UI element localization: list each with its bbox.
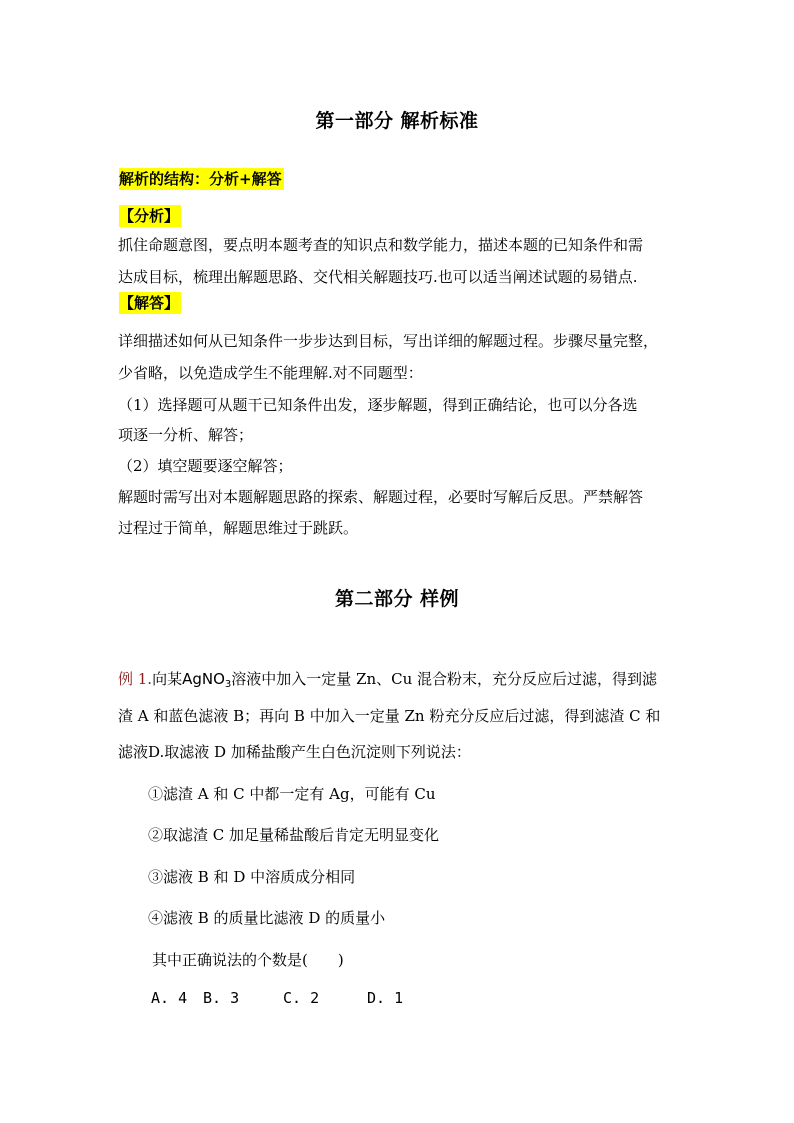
option-a: A. 4	[151, 989, 188, 1007]
answer-options	[151, 987, 403, 1009]
part2-title: 第二部分 样例	[334, 588, 460, 610]
example-line-1	[118, 668, 657, 696]
statement-3: ③滤液 B 和 D 中溶质成分相同	[148, 868, 356, 886]
statement-2: ②取滤渣 C 加足量稀盐酸后肯定无明显变化	[148, 826, 440, 844]
answer-line-5: （2）填空题要逐空解答；	[118, 457, 293, 475]
example-text-after-formula: 溶液中加入一定量 Zn、Cu 混合粉末，充分反应后过滤，得到滤	[231, 670, 658, 688]
analysis-line-1: 抓住命题意图，要点明本题考查的知识点和数学能力，描述本题的已知条件和需	[118, 236, 644, 254]
structure-label: 解析的结构：分析+解答	[119, 170, 282, 188]
answer-label: 【解答】	[119, 294, 180, 312]
statement-4: ④滤液 B 的质量比滤液 D 的质量小	[148, 909, 386, 927]
answer-line-4: 项逐一分析、解答；	[118, 426, 254, 444]
answer-line-3: （1）选择题可从题干已知条件出发，逐步解题，得到正确结论，也可以分各选	[118, 396, 638, 414]
option-c: C. 2	[283, 989, 320, 1007]
answer-line-7: 过程过于简单，解题思维过于跳跃。	[118, 519, 359, 537]
part1-title: 第一部分 解析标准	[315, 110, 479, 132]
chemical-formula	[182, 670, 231, 688]
option-d: D. 1	[367, 989, 404, 1007]
question-text: 其中正确说法的个数是( )	[152, 951, 344, 969]
statement-1: ①滤渣 A 和 C 中都一定有 Ag，可能有 Cu	[148, 785, 436, 803]
option-b: B. 3	[203, 989, 240, 1007]
answer-line-1: 详细描述如何从已知条件一步步达到目标，写出详细的解题过程。步骤尽量完整，	[118, 332, 659, 350]
example-line-2: 渣 A 和蓝色滤液 B；再向 B 中加入一定量 Zn 粉充分反应后过滤，得到滤渣 C 和	[118, 707, 661, 725]
example-label: 例 1.	[118, 670, 153, 688]
example-line-3: 滤液D.取滤液 D 加稀盐酸产生白色沉淀则下列说法：	[118, 743, 471, 761]
example-text-before-formula: 向某	[152, 670, 183, 688]
formula-subscript: 3	[224, 679, 232, 690]
formula-main: AgNO	[182, 670, 225, 688]
analysis-line-2: 达成目标，梳理出解题思路、交代相关解题技巧.也可以适当阐述试题的易错点.	[118, 268, 638, 286]
answer-line-6: 解题时需写出对本题解题思路的探索、解题过程，必要时写解后反思。严禁解答	[118, 488, 644, 506]
analysis-label: 【分析】	[119, 207, 180, 225]
answer-line-2: 少省略，以免造成学生不能理解.对不同题型：	[118, 364, 423, 382]
